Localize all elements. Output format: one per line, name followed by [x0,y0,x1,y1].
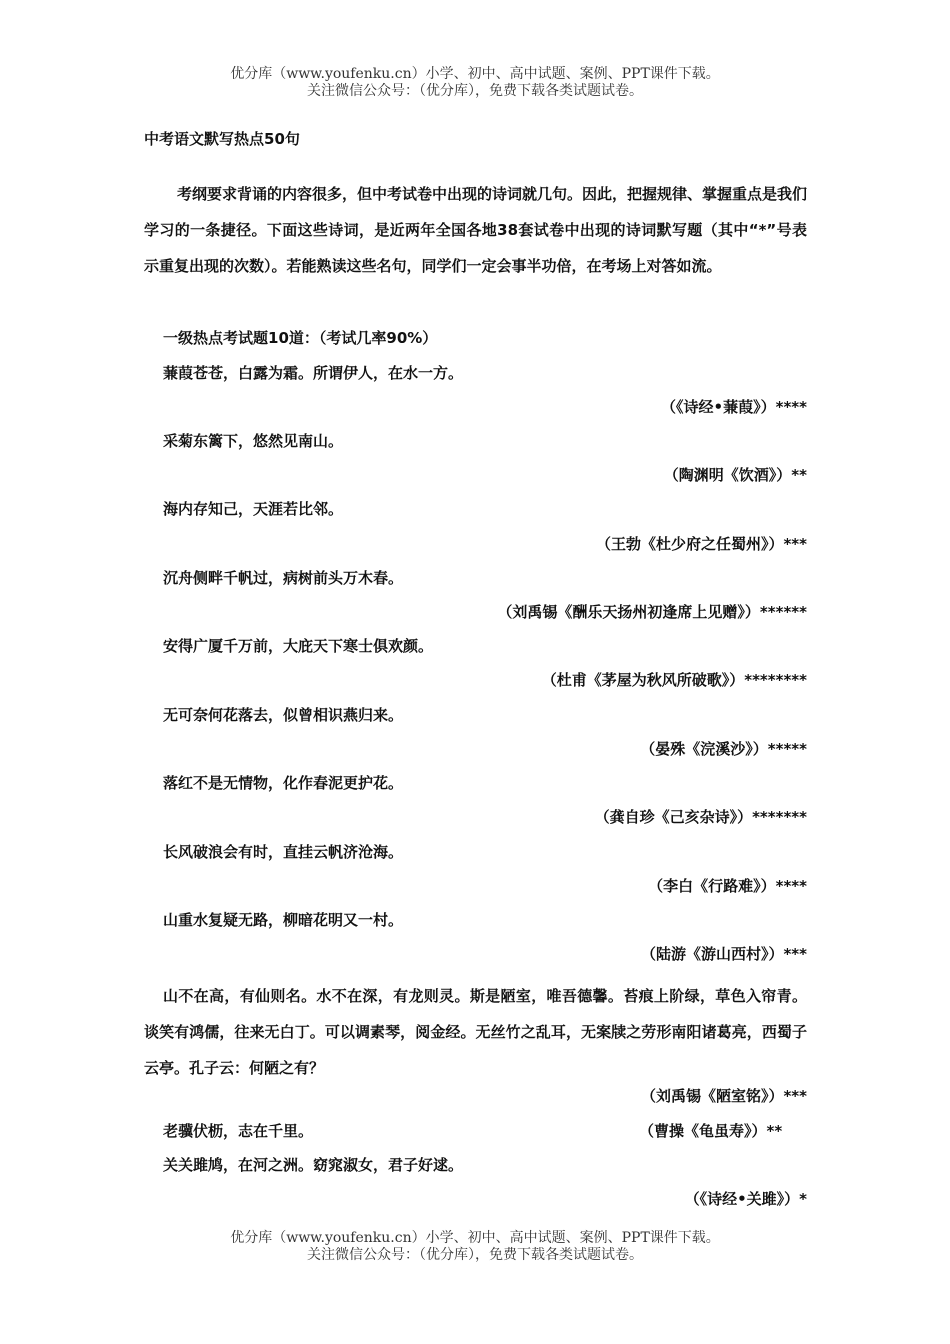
verse-source: （曹操《龟虽寿》）** [639,1122,783,1140]
verse-line: 采菊东篱下，悠然见南山。 [163,432,344,450]
verse-source: （王勃《杜少府之任蜀州》）*** [595,535,807,553]
verse-source: （陆游《游山西村》）*** [640,945,807,963]
verse-source: （《诗经•蒹葭》）**** [661,398,807,416]
footer-line-1: 优分库（www.youfenku.cn）小学、初中、高中试题、案例、PPT课件下载。 [230,1230,720,1246]
verse-source: （陶渊明《饮酒》）** [663,466,807,484]
verse-line: 山重水复疑无路，柳暗花明又一村。 [163,911,404,929]
intro-paragraph: 考纲要求背诵的内容很多，但中考试卷中出现的诗词就几句。因此，把握规律、掌握重点是我们学习的一条捷径。下面这些诗词，是近两年全国各地38套试卷中出现的诗词默写题（其中“*”号表示重复出现的次数）。若能熟读这些名句，同学们一定会事半功倍，在考场上对答如流。 [144,185,808,275]
verse-line-inline [144,1120,807,1142]
footer-line-2: 关注微信公众号：（优分库），免费下载各类试题试卷。 [307,1247,643,1263]
verse-source: （杜甫《茅屋为秋风所破歌》）******** [541,671,807,689]
verse-line: 安得广厦千万前，大庇天下寒士俱欢颜。 [163,637,434,655]
verse-source: （晏殊《浣溪沙》）***** [640,740,807,758]
verse-source: （龚自珍《己亥杂诗》）******* [594,808,807,826]
verse-source: （《诗经•关雎》）* [684,1190,807,1208]
long-verse-paragraph: 山不在高，有仙则名。水不在深，有龙则灵。斯是陋室，唯吾德馨。苔痕上阶绿，草色入帘青。谈笑有鸿儒，往来无白丁。可以调素琴，阅金经。无丝竹之乱耳，无案牍之劳形南阳诸葛亮，西蜀子云亭。孔子云：何陋之有？ [144,987,807,1077]
verse-line: 海内存知己，天涯若比邻。 [163,500,344,518]
verse-line: 沉舟侧畔千帆过，病树前头万木春。 [163,569,404,587]
header-line-2: 关注微信公众号：（优分库），免费下载各类试题试卷。 [307,83,643,99]
header-line-1: 优分库（www.youfenku.cn）小学、初中、高中试题、案例、PPT课件下载。 [230,66,720,82]
verse-line: 蒹葭苍苍，白露为霜。所谓伊人，在水一方。 [163,364,464,382]
verse-line: 关关雎鸠，在河之洲。窈窕淑女，君子好逑。 [163,1156,464,1174]
verse-source: （刘禹锡《酬乐天扬州初逢席上见赠》）****** [497,603,807,621]
page-header [0,66,950,100]
verse-text: 老骥伏枥，志在千里。 [163,1122,314,1140]
verse-line: 长风破浪会有时，直挂云帆济沧海。 [163,843,404,861]
page-footer [0,1230,950,1264]
verse-line: 落红不是无情物，化作春泥更护花。 [163,774,404,792]
verse-line: 无可奈何花落去，似曾相识燕归来。 [163,706,404,724]
section-heading: 一级热点考试题10道：（考试几率90%） [163,329,438,347]
verse-source: （李白《行路难》）**** [648,877,807,895]
document-title: 中考语文默写热点50句 [144,130,300,148]
verse-source: （刘禹锡《陋室铭》）*** [640,1087,807,1105]
